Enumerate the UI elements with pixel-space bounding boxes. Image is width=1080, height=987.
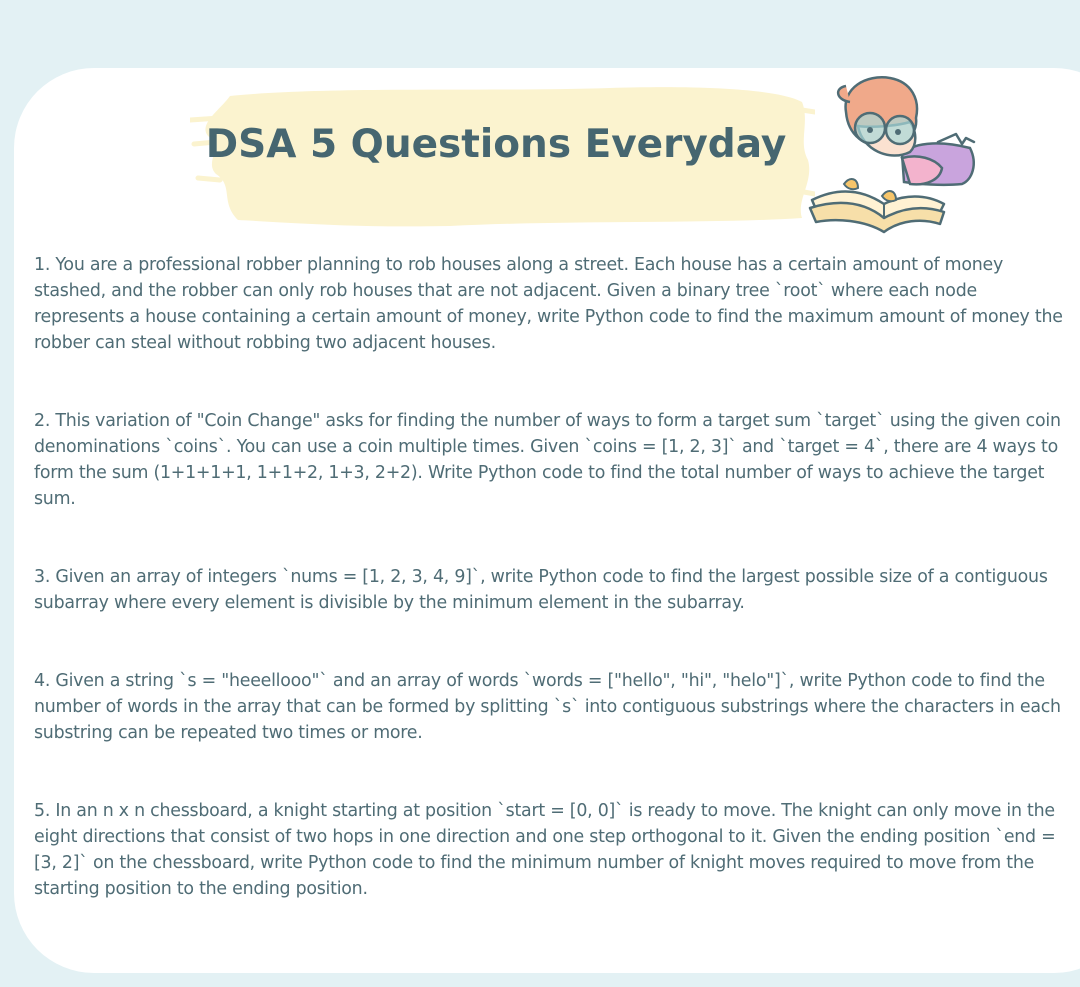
- question-item-3: 3. Given an array of integers `nums = [1, 2, 3, 4, 9]`, write Python code to find the largest possible size of a contiguous subarray where every element is divisible by the minimum element in the subarray.: [34, 567, 1048, 613]
- question-item-5: 5. In an n x n chessboard, a knight starting at position `start = [0, 0]` is ready to move. The knight can only move in the eight directions that consist of two hops in one direction and one step orthogonal to it. Given the ending position `end = [3, 2]` on the chessboard, write Python code to find the minimum number of knight moves required to move from the starting position to the ending position.: [34, 801, 1056, 899]
- page-title: DSA 5 Questions Everyday: [205, 122, 787, 167]
- child-reading-book-icon: [806, 72, 984, 240]
- question-item-1: 1. You are a professional robber planning to rob houses along a street. Each house has a certain amount of money stashed, and the robber can only rob houses that are not adjacent. Given a binary tree `root` where each node represents a house containing a certain amount of money, write Python code to find the maximum amount of money the robber can steal without robbing two adjacent houses.: [34, 255, 1063, 353]
- question-item-4: 4. Given a string `s = "heeellooo"` and an array of words `words = ["hello", "hi", "helo"]`, write Python code to find the number of words in the array that can be formed by splitting `s` into contiguous substrings where the characters in each substring can be repeated two times or more.: [34, 671, 1061, 743]
- question-item-2: 2. This variation of "Coin Change" asks for finding the number of ways to form a target sum `target` using the given coin denominations `coins`. You can use a coin multiple times. Given `coins = [1, 2, 3]` and `target = 4`, there are 4 ways to form the sum (1+1+1+1, 1+1+2, 1+3, 2+2). Write Python code to find the total number of ways to achieve the target sum.: [34, 411, 1061, 509]
